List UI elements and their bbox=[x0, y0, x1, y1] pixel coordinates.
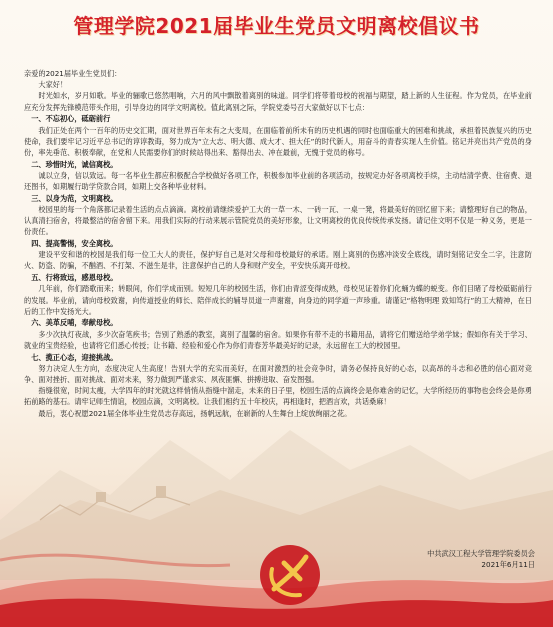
section-body: 几年前，你们踏歌而来；转眼间，你们学成而别。短短几年的校园生活，你们由青涩变得成熟，母校见证着你们化蛹为蝶的蜕变。你们目睹了母校砥砺前行的发展。毕业前，请向母校致谢，向传道授业的师长、陪伴成长的辅导员道一声谢谢，向身边的同学道一声珍重。请谨记“格物明理 致知笃行”的工大精神，在日后的工作中发扬光大。 bbox=[24, 284, 532, 316]
section-heading: 一、不忘初心，砥砺前行 bbox=[31, 114, 111, 124]
closing-paragraph: 最后，衷心祝愿2021届全体毕业生党员志存高远，扬帆远航，在崭新的人生舞台上绽放绚丽之花。 bbox=[38, 408, 352, 418]
party-emblem-icon bbox=[260, 545, 320, 605]
section-body: 多少次执灯夜战，多少次奋笔疾书；告别了熟悉的教室，离别了温馨的宿舍。如果你有带不走的书籍用品，请将它们赠送给学弟学妹；假如你有关于学习、就业的宝贵经验，也请将它们悉心传授；让书籍、经验和爱心作为你们青春芳华最美好的记录，永远留在工大的校园里。 bbox=[24, 329, 532, 350]
page-title: 管理学院2021届毕业生党员文明离校倡议书 bbox=[73, 14, 480, 38]
signature-block bbox=[427, 548, 535, 570]
section-body: 我们正处在两个一百年的历史交汇期，面对世界百年未有之大变局，在面临着前所未有的历史机遇的同时也面临重大的困难和挑战，承担着民族复兴的历史使命，我们要牢记习近平总书记的谆谆教诲，努力成为“立大志、明大德、成大才、担大任”的时代新人，用奋斗的青春实现人生价值。铭记并亮出共产党员的身份，率先垂范、积极奉献，在党和人民需要你们的时候站得出来、豁得出去、冲在最前，无愧于党员的称号。 bbox=[24, 125, 532, 157]
signature-org: 中共武汉工程大学管理学院委员会 bbox=[427, 549, 535, 558]
section-heading: 七、揽正心态，迎接挑战。 bbox=[31, 352, 118, 362]
salutation: 大家好！ bbox=[38, 80, 68, 90]
greeting: 亲爱的2021届毕业生党员们： bbox=[24, 69, 122, 78]
section-heading: 二、珍惜时光，诚信离校。 bbox=[31, 159, 118, 169]
section-body: 努力决定人生方向，态度决定人生高度！告别大学的充实而美好，在面对激烈的社会竞争时，请务必保持良好的心态，以高昂的斗志和必胜的信心面对竞争、面对挫折、面对挑战、面对未来，努力做到严谨求实、夙夜匪懈、拼搏进取、奋发图强。 bbox=[24, 363, 532, 384]
section-heading: 六、美革反哺，奉献母校。 bbox=[31, 318, 118, 328]
intro-paragraph: 时光如水，岁月如歌。毕业的骊歌已悠然唱响，六月的风中飘散着离别的味道。同学们将带着母校的祝福与期望，踏上新的人生征程。作为党员，在毕业前应充分发挥先锋模范带头作用，引导身边的同学文明离校。值此离别之际，学院党委号召大家做好以下七点： bbox=[24, 91, 532, 112]
letter-body bbox=[24, 68, 532, 419]
section-heading: 三、以身为范，文明离校。 bbox=[31, 193, 118, 203]
section-body: 建设平安和谐的校园是我们每一位工大人的责任，保护好自己是对父母和母校最好的承诺。刚上离别的伤感冲淡安全底线，请时刻铭记安全二字，注意防火、防盗、防骗，不酗酒、不打架、不滋生是非，注意保护自己的人身和财产安全，平安快乐离开母校。 bbox=[24, 250, 532, 271]
signature-date: 2021年6月11日 bbox=[481, 560, 535, 569]
section-body: 校园里的每一个角落都记录着生活的点点滴滴。离校前请继续爱护工大的一草一木、一砖一瓦、一桌一凳，将最美好的回忆留下来；请整理好自己的物品，认真清扫宿舍，将最整洁的宿舍留下来。用我们实际的行动来展示管院党员的美好形象，让文明离校的优良传统传承发扬。请记住文明不仅是一种义务，更是一份责任。 bbox=[24, 204, 532, 237]
closing-paragraph: 指缝很宽，时间太瘦，大学四年的时光就这样悄悄从指缝中溜走，未来的日子里，校园生活的点滴终会是你难舍的记忆，大学所经历的事物也会终会是你勇拓前路的基石。请牢记师生情谊，校园点滴，文明离校。让我们相约五十年校庆，再相逢时，把酒言欢，共话桑麻！ bbox=[24, 386, 532, 407]
section-heading: 五、行将致远，感恩母校。 bbox=[31, 273, 118, 283]
section-body: 诚以立身，信以致远。每一名毕业生都应积极配合学校做好各项工作，积极参加毕业前的各项活动，按规定办好各项离校手续，主动结清学费、住宿费、退还图书，如期履行助学贷款合同，如期上交各种毕业材料。 bbox=[24, 170, 532, 192]
section-heading: 四、提高警惕，安全离校。 bbox=[31, 239, 118, 249]
